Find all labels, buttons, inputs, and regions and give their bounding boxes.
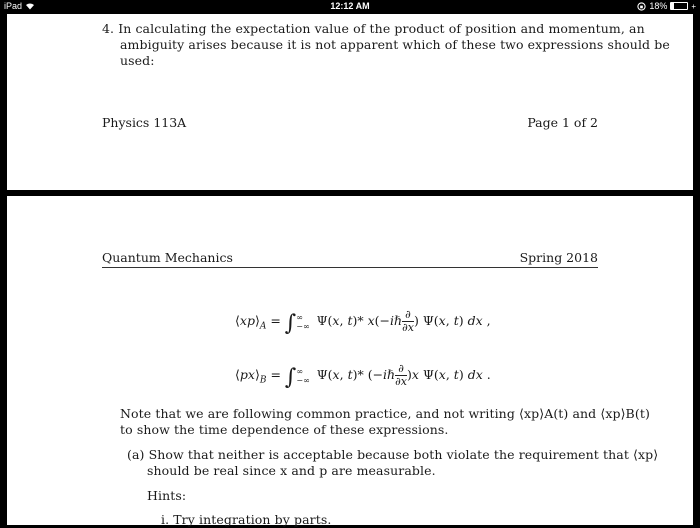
question-line-3: used: — [120, 53, 155, 68]
status-right — [637, 1, 696, 11]
equation-px-b: $⟨px⟩_B$ = ∫∞ −∞ Ψ(x, t)* (−iℏ ∂ ∂x)x Ψ(x, t) dx . — [235, 362, 491, 390]
battery-icon — [670, 2, 688, 10]
part-a-line-2: should be real since x and p are measurable. — [147, 463, 436, 478]
header-rule — [102, 267, 598, 268]
equation-xp-a: $⟨xp⟩_A$ = ∫∞ −∞ Ψ(x, t)* x(−iℏ ∂ ∂x) Ψ(x, t) dx , — [235, 308, 491, 336]
footer-page-number: Page 1 of 2 — [527, 115, 598, 130]
part-a-line-1: (a) Show that neither is acceptable because both violate the requirement that ⟨xp⟩ — [127, 447, 659, 462]
page-header — [102, 250, 598, 265]
document-page-1[interactable] — [7, 14, 693, 190]
device-label: iPad — [4, 1, 23, 11]
note-line-1: Note that we are following common practice, and not writing ⟨xp⟩A(t) and ⟨xp⟩B(t) — [120, 406, 650, 421]
document-page-2[interactable] — [7, 196, 693, 525]
footer-course: Physics 113A — [102, 115, 187, 130]
header-term: Spring 2018 — [519, 250, 598, 265]
orientation-lock-icon — [637, 2, 646, 11]
hint-item-1: i. Try integration by parts. — [161, 512, 332, 527]
battery-percent: 18% — [649, 1, 668, 11]
page-footer — [102, 115, 598, 130]
header-subject: Quantum Mechanics — [102, 250, 233, 265]
status-bar — [0, 0, 700, 14]
question-line-1: 4. In calculating the expectation value of the product of position and momentum, an — [102, 21, 645, 36]
clock: 12:12 AM — [330, 1, 370, 11]
charging-icon: + — [691, 1, 696, 11]
hints-label: Hints: — [147, 488, 187, 503]
question-line-2: ambiguity arises because it is not apparent which of these two expressions should be — [120, 37, 670, 52]
note-line-2: to show the time dependence of these expressions. — [120, 422, 449, 437]
